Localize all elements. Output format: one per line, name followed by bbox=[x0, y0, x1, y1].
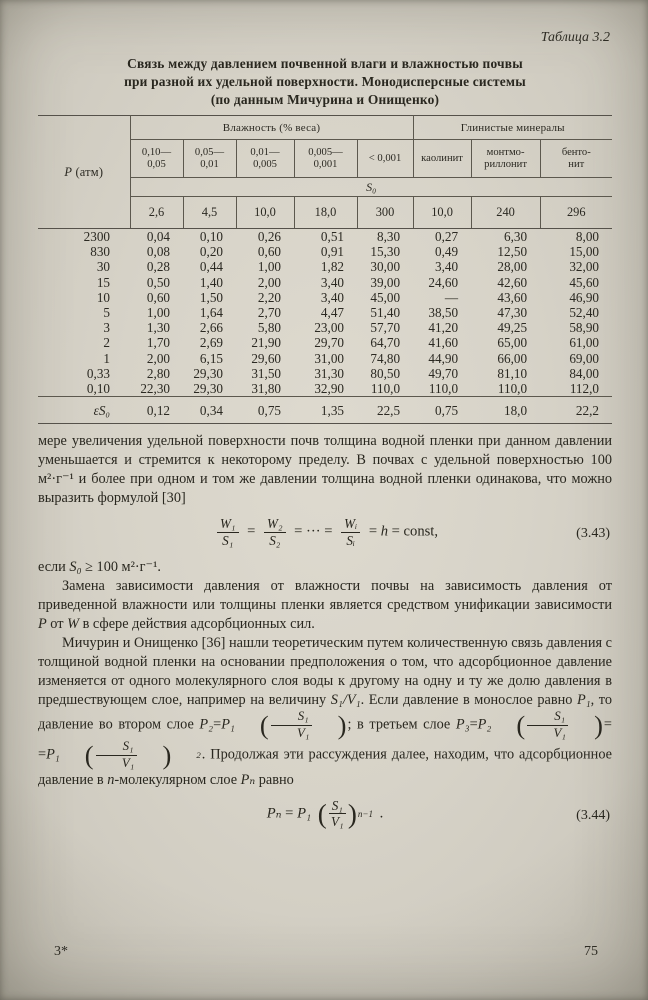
group-header-moisture: Влажность (% веса) bbox=[130, 116, 413, 140]
cell: 1,30 bbox=[146, 320, 170, 336]
paragraph-condition: если S₀ ≥ 100 м²·г⁻¹. bbox=[38, 559, 161, 576]
s0-value: 10,0 bbox=[236, 197, 294, 229]
col-header-bentonite: бенто- нит bbox=[540, 140, 612, 178]
row-pressure: 2 bbox=[103, 335, 110, 351]
s0-value: 18,0 bbox=[294, 197, 357, 229]
cell: 0,20 bbox=[199, 244, 223, 260]
cell: 12,50 bbox=[497, 244, 528, 260]
cell: 74,80 bbox=[370, 350, 401, 366]
table-row bbox=[38, 229, 612, 245]
s0-value: 4,5 bbox=[183, 197, 236, 229]
cell: 28,00 bbox=[497, 259, 528, 275]
cell: 46,90 bbox=[569, 289, 599, 305]
cell: 2,20 bbox=[257, 289, 281, 305]
table-header bbox=[38, 116, 612, 229]
cell: 32,90 bbox=[314, 381, 344, 397]
cell: 3,40 bbox=[434, 259, 459, 275]
col-header-range-2: 0,05— 0,01 bbox=[183, 140, 236, 178]
row-pressure: 5 bbox=[103, 305, 110, 321]
s0-value: 10,0 bbox=[413, 197, 471, 229]
cell: 29,30 bbox=[193, 381, 223, 397]
summary-row bbox=[38, 397, 612, 424]
cell: 0,10 bbox=[199, 229, 223, 244]
signature-mark: 3* bbox=[54, 944, 68, 959]
inline-fraction: $\frac{\text{W₁}}{\text{S₁}}$ bbox=[215, 517, 241, 548]
title-line: (по данным Мичурина и Онищенко) bbox=[210, 92, 440, 107]
col-header-range-5: < 0,001 bbox=[357, 140, 413, 178]
cell: 0,27 bbox=[434, 229, 459, 244]
equation-3-43 bbox=[38, 517, 612, 551]
cell: 2,69 bbox=[199, 335, 223, 351]
col-header-range-1: 0,10— 0,05 bbox=[130, 140, 183, 178]
group-header-minerals: Глинистые минералы bbox=[413, 116, 612, 140]
row-pressure: 30 bbox=[96, 259, 110, 275]
inline-fraction: ( $\frac{\text{S₁}}{\text{V₁}}$ ) bbox=[516, 709, 603, 741]
table-row bbox=[38, 305, 612, 320]
row-pressure: 3 bbox=[103, 320, 110, 336]
row-pressure: 0,10 bbox=[86, 381, 110, 397]
inline-fraction: $\frac{\text{W₂}}{\text{S₂}}$ bbox=[262, 517, 288, 548]
equation-number: (3.43) bbox=[576, 526, 610, 542]
cell: 18,0 bbox=[471, 397, 540, 424]
cell: 1,00 bbox=[146, 305, 170, 321]
cell: 15,00 bbox=[569, 244, 599, 260]
cell: 42,60 bbox=[497, 274, 528, 290]
cell: 45,00 bbox=[370, 289, 401, 305]
cell: 81,10 bbox=[497, 365, 528, 381]
cell: 41,60 bbox=[428, 335, 459, 351]
row-pressure: 15 bbox=[96, 274, 110, 290]
cell: 22,2 bbox=[540, 397, 612, 424]
inline-fraction: $\frac{\text{Wᵢ}}{\text{Sᵢ}}$ bbox=[339, 517, 362, 548]
cell: 84,00 bbox=[569, 365, 599, 381]
cell: 110,0 bbox=[370, 381, 401, 397]
cell: 2,00 bbox=[257, 274, 281, 290]
cell: 29,60 bbox=[251, 350, 281, 366]
s0-value: 296 bbox=[540, 197, 612, 229]
cell: 0,26 bbox=[257, 229, 281, 244]
cell: 5,80 bbox=[257, 320, 281, 336]
paragraph-michurin: Мичурин и Онищенко [36] нашли теоретическим путем количественную связь давления с толщиной водной пленки на основании предположения о том, что адсорбционное давление изменяется от одного молекулярного слоя воды к другому на одну и ту же долю давления в предшествующем слое, например на величину S₁/V₁. Если давление в монослое равно P₁, то давление во втором слое P₂=P₁ ( $\frac{\text{S₁}}{\text{V₁}}$ ) ; в третьем слое P₃=P₂ ( $\frac{\text{S₁}}{\text{V₁}}$ ) = =P₁ ( $\frac{\text{S₁}}{\text{V₁}}$ ) 2 . Продолжая эти рассуждения далее, находим, что адсорбционное давление в n-молекулярном слое Pₙ равно bbox=[38, 635, 612, 788]
cell: 6,15 bbox=[199, 350, 223, 366]
cell: 31,30 bbox=[314, 365, 344, 381]
cell: 3,40 bbox=[320, 274, 344, 290]
pressure-unit: (атм) bbox=[75, 164, 104, 179]
cell: 65,00 bbox=[497, 335, 528, 351]
row-pressure: 1 bbox=[103, 350, 110, 366]
inline-fraction: ( $\frac{\text{S₁}}{\text{V₁}}$ ) bbox=[259, 709, 347, 741]
row-pressure: 10 bbox=[96, 289, 110, 305]
title-line: при разной их удельной поверхности. Монодисперсные системы bbox=[124, 74, 526, 89]
table-row bbox=[38, 381, 612, 397]
cell: 22,5 bbox=[357, 397, 413, 424]
s0-value: 300 bbox=[357, 197, 413, 229]
s0-value: 2,6 bbox=[130, 197, 183, 229]
equation-body: Pₙ = P₁ ( $\frac{\text{S₁}}{\text{V₁}}$ ) n−1 . bbox=[266, 797, 384, 830]
table-row bbox=[38, 351, 612, 366]
col-header-kaolinite: каолинит bbox=[413, 140, 471, 178]
cell: 4,47 bbox=[320, 305, 344, 321]
cell: 80,50 bbox=[370, 365, 401, 381]
cell: 0,75 bbox=[236, 397, 294, 424]
cell: 1,50 bbox=[199, 289, 223, 305]
cell: 112,0 bbox=[569, 381, 599, 397]
summary-section bbox=[38, 397, 612, 424]
cell: 47,30 bbox=[497, 305, 528, 321]
cell: 29,70 bbox=[314, 335, 344, 351]
equation-body: $\frac{\text{W₁}}{\text{S₁}}$ = $\frac{\text{W₂}}{\text{S₂}}$ = ··· = $\frac{\text{Wᵢ}}{\text{Sᵢ}}$ = h = const, bbox=[212, 517, 438, 548]
cell: 49,25 bbox=[497, 320, 528, 336]
cell: 0,91 bbox=[320, 244, 344, 260]
cell: 1,64 bbox=[199, 305, 223, 321]
cell: 0,50 bbox=[146, 274, 170, 290]
cell: 0,60 bbox=[257, 244, 281, 260]
cell: 15,30 bbox=[370, 244, 401, 260]
cell: 41,20 bbox=[428, 320, 459, 336]
cell: 49,70 bbox=[428, 365, 459, 381]
table-row bbox=[38, 244, 612, 259]
page-number: 75 bbox=[584, 944, 598, 959]
cell: 57,70 bbox=[370, 320, 401, 336]
cell: 23,00 bbox=[314, 320, 344, 336]
paragraph-zamena: Замена зависимости давления от влажности почвы на зависимость давления от приведенной влажности или толщины пленки является средством унификации зависимости P от W в сфере действия адсорбционных сил. bbox=[38, 578, 612, 633]
cell: 0,44 bbox=[199, 259, 223, 275]
cell: 31,80 bbox=[251, 381, 281, 397]
cell: 69,00 bbox=[569, 350, 599, 366]
inline-fraction: ( $\frac{\text{S₁}}{\text{V₁}}$ ) 2 bbox=[84, 739, 201, 771]
cell: 1,00 bbox=[257, 259, 281, 275]
page-content bbox=[38, 30, 612, 840]
cell: 31,50 bbox=[251, 365, 281, 381]
cell: 3,40 bbox=[320, 289, 344, 305]
equation-number: (3.44) bbox=[576, 807, 610, 823]
cell: 44,90 bbox=[428, 350, 459, 366]
cell: 0,34 bbox=[183, 397, 236, 424]
cell: 110,0 bbox=[428, 381, 459, 397]
cell: 0,49 bbox=[434, 244, 459, 260]
cell: 0,28 bbox=[146, 259, 170, 275]
cell: 66,00 bbox=[497, 350, 528, 366]
cell: 1,82 bbox=[320, 259, 344, 275]
cell: 0,08 bbox=[146, 244, 170, 260]
s0-row-label: S₀ bbox=[130, 178, 612, 197]
table-row bbox=[38, 275, 612, 290]
cell: 51,40 bbox=[370, 305, 401, 321]
cell: 38,50 bbox=[428, 305, 459, 321]
cell: 29,30 bbox=[193, 365, 223, 381]
cell: 1,70 bbox=[146, 335, 170, 351]
table-caption: Таблица 3.2 bbox=[540, 30, 610, 45]
cell: 0,51 bbox=[320, 229, 344, 244]
row-pressure: 830 bbox=[90, 244, 110, 260]
cell: 22,30 bbox=[140, 381, 170, 397]
cell: 64,70 bbox=[370, 335, 401, 351]
col-header-range-3: 0,01— 0,005 bbox=[236, 140, 294, 178]
col-header-pressure bbox=[38, 116, 130, 229]
cell: 2,66 bbox=[199, 320, 223, 336]
cell: 52,40 bbox=[569, 305, 599, 321]
cell: 0,60 bbox=[146, 289, 170, 305]
equation-3-44 bbox=[38, 799, 612, 833]
cell: — bbox=[444, 289, 459, 305]
cell: 61,00 bbox=[569, 335, 599, 351]
cell: 39,00 bbox=[370, 274, 401, 290]
cell: 58,90 bbox=[569, 320, 599, 336]
title-line: Связь между давлением почвенной влаги и влажностью почвы bbox=[127, 56, 523, 71]
cell: 8,30 bbox=[376, 229, 401, 244]
cell: 2,00 bbox=[146, 350, 170, 366]
cell: 45,60 bbox=[569, 274, 599, 290]
row-pressure: 0,33 bbox=[86, 365, 110, 381]
col-header-montmorillonite: монтмо- риллонит bbox=[471, 140, 540, 178]
cell: 32,00 bbox=[569, 259, 599, 275]
row-pressure: 2300 bbox=[83, 229, 110, 244]
cell: 21,90 bbox=[251, 335, 281, 351]
table-row bbox=[38, 335, 612, 350]
cell: 2,80 bbox=[146, 365, 170, 381]
table-body bbox=[38, 229, 612, 397]
table-row bbox=[38, 320, 612, 335]
cell: 1,40 bbox=[199, 274, 223, 290]
table-row bbox=[38, 366, 612, 381]
cell: 24,60 bbox=[428, 274, 459, 290]
table-row bbox=[38, 259, 612, 274]
cell: 0,75 bbox=[413, 397, 471, 424]
cell: 43,60 bbox=[497, 289, 528, 305]
col-header-range-4: 0,005— 0,001 bbox=[294, 140, 357, 178]
data-table bbox=[38, 115, 612, 424]
cell: 8,00 bbox=[575, 229, 599, 244]
s0-value: 240 bbox=[471, 197, 540, 229]
cell: 0,04 bbox=[146, 229, 170, 244]
cell: 30,00 bbox=[370, 259, 401, 275]
cell: 0,12 bbox=[130, 397, 183, 424]
page-footer bbox=[38, 944, 612, 960]
paragraph-continuation: мере увеличения удельной поверхности почв толщина водной пленки при данном давлении уменьшается и стремится к некоторому пределу. В почвах с удельной поверхностью 100 м²·г⁻¹ и более при одном и том же давлении толщина водной пленки одинакова, что можно выразить формулой [30] bbox=[38, 433, 612, 507]
cell: 1,35 bbox=[294, 397, 357, 424]
cell: 31,00 bbox=[314, 350, 344, 366]
cell: 110,0 bbox=[497, 381, 528, 397]
table-title bbox=[38, 55, 612, 109]
pressure-symbol: P bbox=[64, 164, 73, 179]
table-row bbox=[38, 290, 612, 305]
summary-label: εS₀ bbox=[38, 397, 130, 424]
cell: 6,30 bbox=[503, 229, 528, 244]
cell: 2,70 bbox=[257, 305, 281, 321]
inline-fraction: ( $\frac{\text{S₁}}{\text{V₁}}$ ) n−1 bbox=[317, 797, 374, 830]
